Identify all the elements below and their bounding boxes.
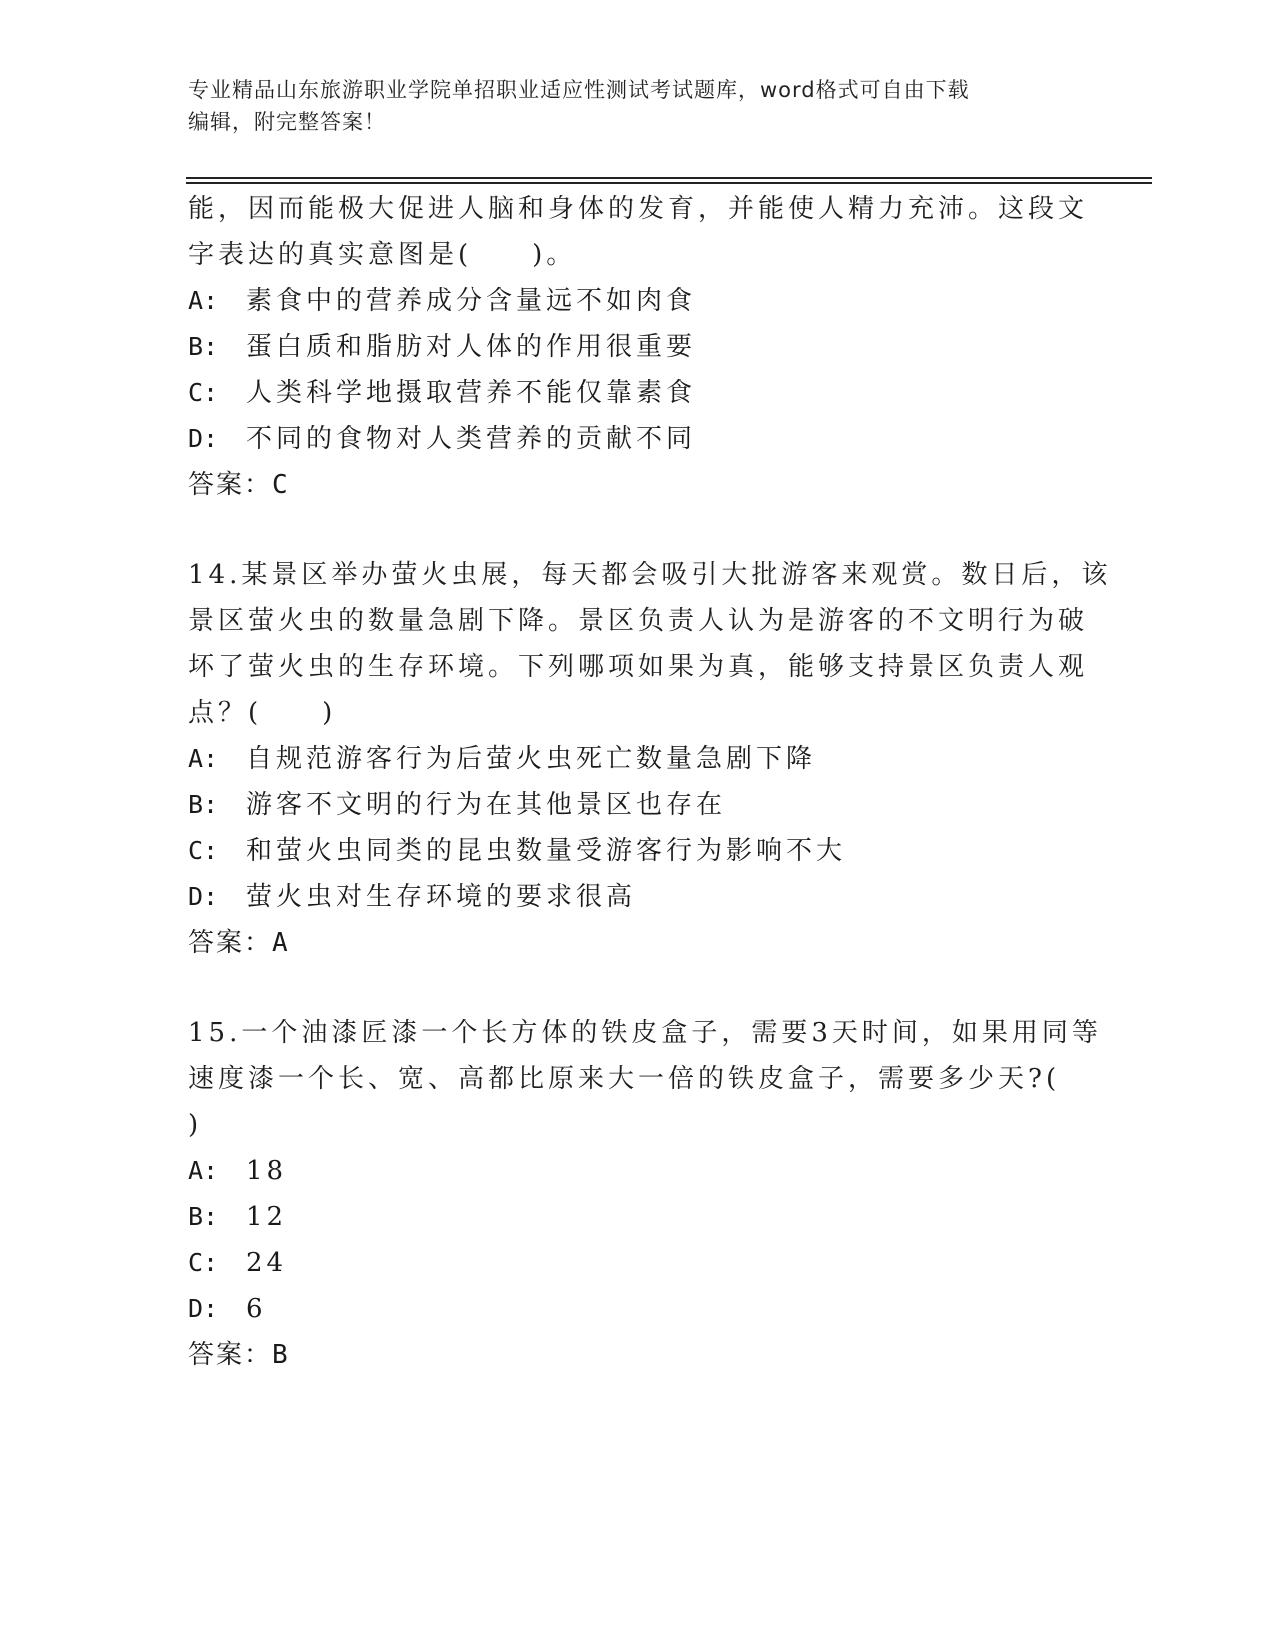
option-key: B: <box>188 1202 219 1231</box>
option-a <box>188 1148 1088 1194</box>
answer-value: C <box>272 470 288 500</box>
question-text-line: 14.某景区举办萤火虫展，每天都会吸引大批游客来观赏。数日后，该 <box>188 560 1112 590</box>
option-key: A: <box>188 744 219 773</box>
option-a <box>188 736 1088 782</box>
option-text: 和萤火虫同类的昆虫数量受游客行为影响不大 <box>246 836 847 866</box>
option-key: D: <box>188 424 219 453</box>
header-rule-top <box>186 177 1152 179</box>
option-text: 蛋白质和脂肪对人体的作用很重要 <box>246 332 697 362</box>
option-text: 18 <box>246 1156 288 1186</box>
option-text: 自规范游客行为后萤火虫死亡数量急剧下降 <box>246 744 817 774</box>
option-key: D: <box>188 1294 219 1323</box>
answer-line <box>188 462 1088 508</box>
option-c <box>188 1240 1088 1286</box>
question-text-line: 速度漆一个长、宽、高都比原来大一倍的铁皮盒子，需要多少天?( <box>188 1064 1061 1094</box>
option-d <box>188 874 1088 920</box>
answer-line <box>188 920 1088 966</box>
option-text: 人类科学地摄取营养不能仅靠素食 <box>246 378 697 408</box>
option-a <box>188 278 1088 324</box>
question-13 <box>188 186 1088 508</box>
option-d <box>188 416 1088 462</box>
option-text: 6 <box>246 1294 267 1324</box>
option-key: C: <box>188 378 219 407</box>
option-text: 12 <box>246 1202 288 1232</box>
option-key: C: <box>188 836 219 865</box>
option-key: C: <box>188 1248 219 1277</box>
question-text-line: 景区萤火虫的数量急剧下降。景区负责人认为是游客的不文明行为破 <box>188 606 1089 636</box>
question-text-line: 点？( ) <box>188 698 337 728</box>
option-text: 24 <box>246 1248 288 1278</box>
option-text: 游客不文明的行为在其他景区也存在 <box>246 790 727 820</box>
question-text-line: 15.一个油漆匠漆一个长方体的铁皮盒子，需要3天时间，如果用同等 <box>188 1018 1102 1048</box>
question-content <box>188 186 1112 1378</box>
option-b <box>188 1194 1088 1240</box>
page-header <box>188 74 1068 138</box>
question-text-line: ) <box>188 1110 203 1140</box>
option-text: 萤火虫对生存环境的要求很高 <box>246 882 637 912</box>
option-key: A: <box>188 1156 219 1185</box>
option-c <box>188 370 1088 416</box>
answer-label: 答案： <box>188 1340 273 1370</box>
answer-label: 答案： <box>188 470 273 500</box>
option-text: 素食中的营养成分含量远不如肉食 <box>246 286 697 316</box>
option-c <box>188 828 1088 874</box>
option-b <box>188 324 1088 370</box>
answer-value: B <box>272 1340 288 1370</box>
header-rule-bottom <box>186 182 1152 184</box>
option-key: D: <box>188 882 219 911</box>
answer-value: A <box>272 928 288 958</box>
option-text: 不同的食物对人类营养的贡献不同 <box>246 424 697 454</box>
question-text-line: 坏了萤火虫的生存环境。下列哪项如果为真，能够支持景区负责人观 <box>188 652 1089 682</box>
answer-label: 答案： <box>188 928 273 958</box>
option-key: A: <box>188 286 219 315</box>
header-line-2: 编辑，附完整答案！ <box>188 110 386 134</box>
option-b <box>188 782 1088 828</box>
answer-line <box>188 1332 1088 1378</box>
question-15 <box>188 1010 1102 1378</box>
option-key: B: <box>188 332 219 361</box>
question-text-line: 字表达的真实意图是( )。 <box>188 240 577 270</box>
option-key: B: <box>188 790 219 819</box>
question-14 <box>188 552 1112 966</box>
option-d <box>188 1286 1088 1332</box>
header-line-1: 专业精品山东旅游职业学院单招职业适应性测试考试题库，word格式可自由下载 <box>188 78 970 102</box>
question-text-line: 能，因而能极大促进人脑和身体的发育，并能使人精力充沛。这段文 <box>188 194 1089 224</box>
